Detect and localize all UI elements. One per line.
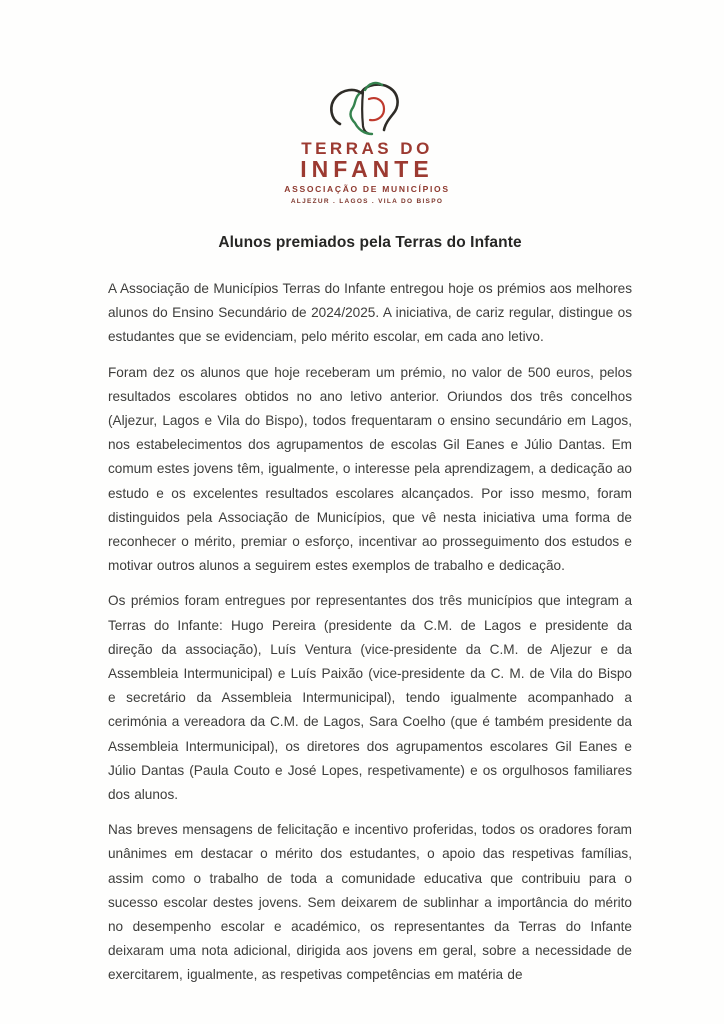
logo-municipalities: ALJEZUR . LAGOS . VILA DO BISPO [290, 197, 444, 205]
emblem-hat-left-stroke [331, 90, 361, 124]
logo-name-line2: INFANTE [300, 156, 434, 182]
emblem-hat-right-stroke [361, 85, 398, 130]
emblem-feather-stroke [365, 83, 382, 90]
logo-subtitle: ASSOCIAÇÃO DE MUNICÍPIOS [284, 184, 450, 194]
body-paragraph-4: Nas breves mensagens de felicitação e incentivo proferidas, todos os oradores foram unânimes em destacar o mérito dos estudantes, o apoio das respetivas famílias, assim como o trabalho de toda a comunidade educativa que contribuiu para o sucesso escolar destes jovens. Sem deixarem de sublinhar a importância do mérito no desempenho escolar e académico, os representantes da Terras do Infante deixaram uma nota adicional, dirigida aos jovens em geral, sobre a necessidade de exercitarem, igualmente, as respetivas competências em matéria de [108, 822, 632, 983]
logo-name-line1: TERRAS DO [301, 139, 433, 158]
body-paragraph-3: Os prémios foram entregues por representantes dos três municípios que integram a Terras do Infante: Hugo Pereira (presidente da C.M. de Lagos e presidente da direção da associação), Luís Ventura (vice-presidente da C.M. de Aljezur e da Assembleia Intermunicipal) e Luís Paixão (vice-presidente da C. M. de Vila do Bispo e secretário da Assembleia Intermunicipal), tendo igualmente acompanhado a cerimónia a vereadora da C.M. de Lagos, Sara Coelho (que é também presidente da Assembleia Intermunicipal), os diretores dos agrupamentos escolares Gil Eanes e Júlio Dantas (Paula Couto e José Lopes, respetivamente) e os orgulhosos familiares dos alunos. [108, 593, 632, 803]
emblem-sail-stroke [369, 98, 384, 120]
infante-profile-emblem-icon [319, 80, 415, 138]
body-paragraph-1: A Associação de Municípios Terras do Infante entregou hoje os prémios aos melhores alunos do Ensino Secundário de 2024/2025. A iniciativa, de cariz regular, distingue os estudantes que se evidenciam, pelo mérito escolar, em cada ano letivo. [108, 281, 632, 345]
document-body [108, 234, 632, 988]
document-title: Alunos premiados pela Terras do Infante [218, 234, 522, 251]
body-paragraph-2: Foram dez os alunos que hoje receberam um prémio, no valor de 500 euros, pelos resultados escolares obtidos no ano letivo anterior. Oriundos dos três concelhos (Aljezur, Lagos e Vila do Bispo), todos frequentaram o ensino secundário em Lagos, nos estabelecimentos dos agrupamentos de escolas Gil Eanes e Júlio Dantas. Em comum estes jovens têm, igualmente, o interesse pela aprendizagem, a dedicação ao estudo e os excelentes resultados escolares alcançados. Por isso mesmo, foram distinguidos pela Associação de Municípios, que vê nesta iniciativa uma forma de reconhecer o mérito, premiar o esforço, incentivar ao prosseguimento dos estudos e motivar outros alunos a seguirem estes exemplos de trabalho e dedicação. [108, 364, 632, 574]
terras-do-infante-logo [10, 80, 724, 205]
